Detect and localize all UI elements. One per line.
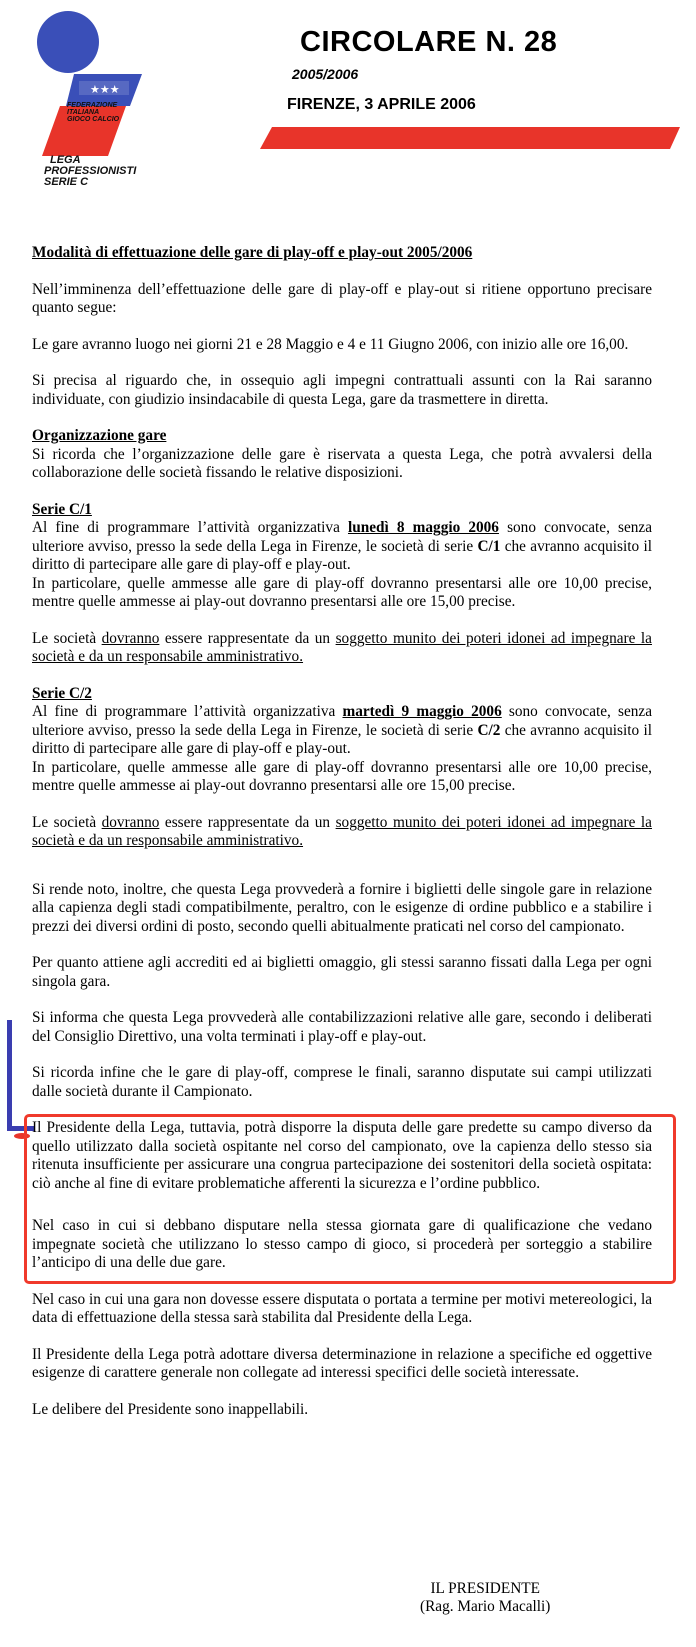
- paragraph: In particolare, quelle ammesse alle gare di play-off dovranno presentarsi alle ore 10,00 precise, mentre quelle ammesse ai play-out dovranno presentarsi alle ore 15,00 precise.: [32, 574, 652, 610]
- section-serie-c2: [32, 685, 652, 851]
- season: 2005/2006: [292, 66, 359, 82]
- paragraph: Si rende noto, inoltre, che questa Lega provvederà a fornire i biglietti delle singole gare in relazione alla capienza degli stadi compatibilmente, peraltro, con le esigenze di ordine pubblico e a stabilire i prezzi dei diversi ordini di posto, secondo quelli abitualmente praticati nel corso del campionato.: [32, 880, 652, 935]
- place-date: FIRENZE, 3 APRILE 2006: [287, 96, 476, 113]
- paragraph: Le società dovranno essere rappresentate da un soggetto munito dei poteri idonei ad impegnare la società e da un responsabile amministrativo.: [32, 629, 652, 665]
- federation-name: FEDERAZIONE ITALIANA GIOCO CALCIO: [67, 102, 120, 123]
- section-serie-c1: [32, 501, 652, 667]
- league-name: LEGA PROFESSIONISTI SERIE C: [44, 154, 137, 188]
- paragraph: Al fine di programmare l’attività organizzativa lunedì 8 maggio 2006 sono convocate, senza ulteriore avviso, presso la sede della Lega in Firenze, le società di serie C/1 che avranno acquisito il diritto di partecipare alle gare di play-off e play-out.: [32, 519, 652, 573]
- paragraph: Si ricorda che l’organizzazione delle gare è riservata a questa Lega, che potrà avvalersi della collaborazione delle società fissando le relative disposizioni.: [32, 445, 652, 481]
- paragraph: In particolare, quelle ammesse alle gare di play-off dovranno presentarsi alle ore 10,00 precise, mentre quelle ammesse ai play-out dovranno presentarsi alle ore 15,00 precise.: [32, 758, 652, 794]
- section-organizzazione: [32, 427, 652, 483]
- paragraph: Le società dovranno essere rappresentate da un soggetto munito dei poteri idonei ad impegnare la società e da un responsabile amministrativo.: [32, 813, 652, 849]
- paragraph: Per quanto attiene agli accrediti ed ai biglietti omaggio, gli stessi saranno fissati dalla Lega per ogni singola gara.: [32, 954, 652, 990]
- meeting-date: lunedì 8 maggio 2006: [347, 519, 499, 536]
- signature-name: (Rag. Mario Macalli): [420, 1598, 551, 1615]
- paragraph: Il Presidente della Lega potrà adottare diversa determinazione in relazione a specifiche ed oggettive esigenze di carattere generale non collegate ad interessi specifici delle società interessate.: [32, 1345, 652, 1381]
- paragraph: Le delibere del Presidente sono inappellabili.: [32, 1400, 309, 1418]
- circular-title: CIRCOLARE N. 28: [300, 26, 558, 58]
- paragraph: Il Presidente della Lega, tuttavia, potrà disporre la disputa delle gare predette su campo diverso da quello utilizzato dalla società ospitante nel corso del campionato, ove la capienza dello stesso sia ritenuta insufficiente per assicurare una congrua partecipazione dei sostenitori della società ospitata: ciò anche al fine di evitare problematiche afferenti la sicurezza e l’ordine pubblico.: [32, 1119, 652, 1192]
- section-heading: Serie C/2: [32, 684, 92, 702]
- paragraph: Nel caso in cui una gara non dovesse essere disputata o portata a termine per motivi metereologici, la data di effettuazione della stessa sarà stabilita dal Presidente della Lega.: [32, 1290, 652, 1326]
- document-body: [32, 244, 652, 1437]
- svg-text:★★★: ★★★: [90, 83, 120, 96]
- paragraph: Si ricorda infine che le gare di play-off, comprese le finali, saranno disputate sui campi utilizzati dalle società durante il Campionato.: [32, 1064, 652, 1100]
- paragraph: Si precisa al riguardo che, in ossequio agli impegni contrattuali assunti con la Rai saranno individuate, con giudizio insindacabile di questa Lega, gare da trasmettere in diretta.: [32, 372, 652, 408]
- section-heading: Organizzazione gare: [32, 427, 167, 444]
- meeting-date: martedì 9 maggio 2006: [342, 703, 502, 720]
- paragraph: Si informa che questa Lega provvederà alle contabilizzazioni relative alle gare, secondo i deliberati del Consiglio Direttivo, una volta terminati i play-off e play-out.: [32, 1009, 652, 1045]
- section-heading: Serie C/1: [32, 500, 92, 518]
- paragraph: Nel caso in cui si debbano disputare nella stessa giornata gare di qualificazione che vedano impegnate società che utilizzano lo stesso campo di gioco, si procederà per sorteggio a stabilire l’anticipo di una delle due gare.: [32, 1217, 652, 1271]
- paragraph: Nell’imminenza dell’effettuazione delle gare di play-off e play-out si ritiene opportuno precisare quanto segue:: [32, 280, 652, 316]
- signature-block: [420, 1580, 550, 1616]
- paragraph: Le gare avranno luogo nei giorni 21 e 28 Maggio e 4 e 11 Giugno 2006, con inizio alle ore 16,00.: [32, 335, 629, 353]
- document-title: Modalità di effettuazione delle gare di play-off e play-out 2005/2006: [32, 244, 473, 261]
- paragraph: Al fine di programmare l’attività organizzativa martedì 9 maggio 2006 sono convocate, senza ulteriore avviso, presso la sede della Lega in Firenze, le società di serie C/2 che avranno acquisito il diritto di partecipare alle gare di play-off e play-out.: [32, 703, 653, 757]
- signature-role: IL PRESIDENTE: [430, 1580, 540, 1597]
- red-stripe: [260, 127, 680, 149]
- letterhead: [0, 0, 696, 210]
